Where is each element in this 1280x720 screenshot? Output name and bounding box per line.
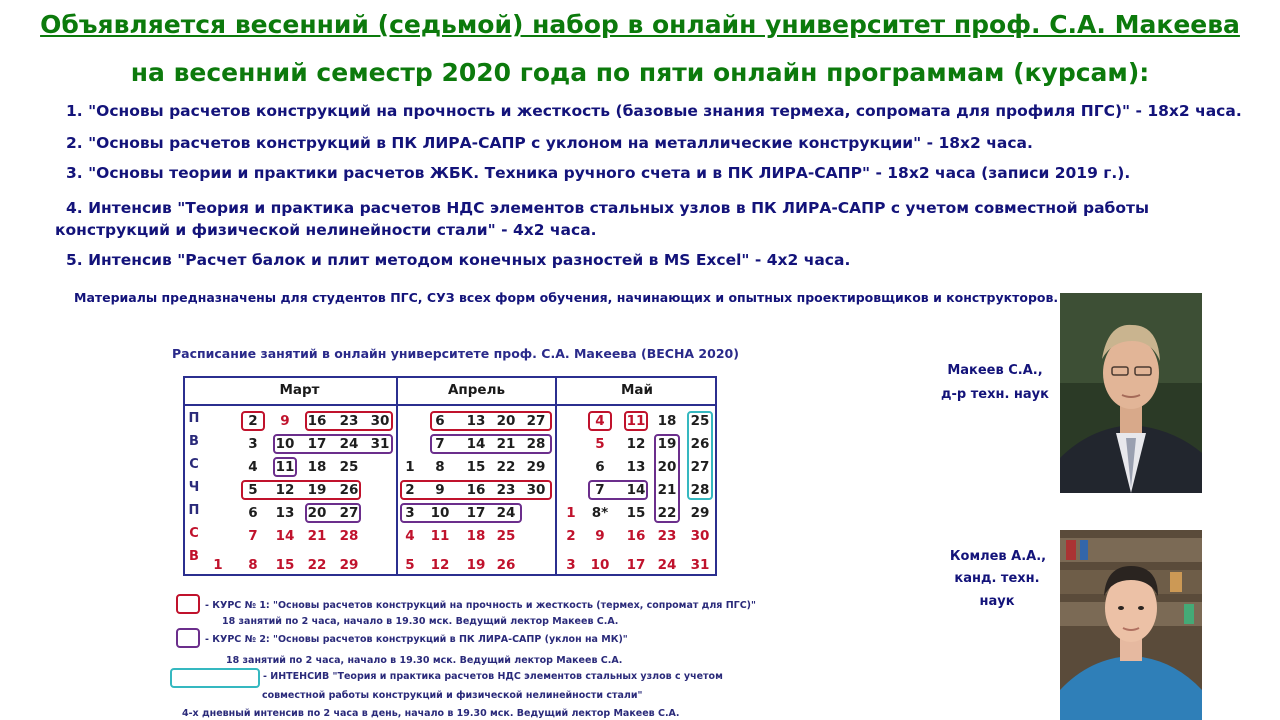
person-degree-komlev: канд. техн. — [954, 571, 1040, 586]
date-cell: 22 — [657, 505, 677, 521]
date-cell: 31 — [370, 436, 390, 452]
course1-marker — [624, 411, 648, 431]
date-cell: 12 — [626, 436, 646, 452]
intensive-marker — [687, 411, 713, 500]
date-cell: 9 — [435, 482, 445, 498]
person-name-komlev: Комлев А.А., — [949, 549, 1047, 564]
date-cell: 19 — [307, 482, 327, 498]
date-cell: 8* — [591, 505, 609, 521]
course-item-3: 3. "Основы теории и практики расчетов ЖБК. Техника ручного счета и в ПК ЛИРА-САПР" - 18х2 часа (записи 2019 г.). — [66, 164, 1131, 182]
date-cell: 17 — [466, 505, 486, 521]
intensive-legend-details: совместной работы конструкций и физической нелинейности стали" — [262, 690, 643, 701]
date-cell: 2 — [405, 482, 415, 498]
date-cell: 14 — [626, 482, 646, 498]
date-cell: 13 — [466, 413, 486, 429]
date-cell: 15 — [626, 505, 646, 521]
date-cell: 3 — [405, 505, 415, 521]
portrait-icon — [1060, 530, 1202, 720]
portrait-photo-makeev — [1060, 293, 1202, 493]
date-cell: 5 — [248, 482, 258, 498]
date-cell: 17 — [307, 436, 327, 452]
date-cell: 13 — [626, 459, 646, 475]
date-cell: 7 — [248, 528, 258, 544]
course-item-4: 4. Интенсив "Теория и практика расчетов НДС элементов стальных узлов в ПК ЛИРА-САПР с учетом совместной работы — [66, 199, 1150, 217]
date-cell: 6 — [248, 505, 258, 521]
date-cell: 19 — [657, 436, 677, 452]
date-cell: 9 — [595, 528, 605, 544]
date-cell: 4 — [595, 413, 605, 429]
course1-legend-details: 18 занятий по 2 часа, начало в 19.30 мск. Ведущий лектор Макеев С.А. — [222, 616, 619, 627]
course2-legend-swatch — [176, 628, 200, 648]
date-cell: 29 — [339, 557, 359, 573]
weekday-thu: Ч — [188, 480, 200, 495]
date-cell: 12 — [275, 482, 295, 498]
weekday-mon: П — [188, 411, 200, 426]
date-cell: 8 — [248, 557, 258, 573]
date-cell: 20 — [307, 505, 327, 521]
date-cell: 25 — [690, 413, 710, 429]
date-cell: 15 — [275, 557, 295, 573]
date-cell: 14 — [275, 528, 295, 544]
date-cell: 14 — [466, 436, 486, 452]
portrait-icon — [1060, 293, 1202, 493]
course2-marker — [588, 480, 648, 500]
course1-legend-swatch — [176, 594, 200, 614]
date-cell: 18 — [657, 413, 677, 429]
date-cell: 28 — [526, 436, 546, 452]
date-cell: 3 — [248, 436, 258, 452]
date-cell: 21 — [657, 482, 677, 498]
date-cell: 1 — [213, 557, 223, 573]
schedule-calendar — [183, 376, 717, 576]
weekday-tue: В — [189, 434, 199, 449]
course2-legend-text: - КУРС № 2: "Основы расчетов конструкций в ПК ЛИРА-САПР (уклон на МК)" — [205, 634, 628, 645]
intensive-legend-schedule: 4-х дневный интенсив по 2 часа в день, начало в 19.30 мск. Ведущий лектор Макеев С.А. — [182, 708, 680, 719]
date-cell: 20 — [496, 413, 516, 429]
date-cell: 1 — [566, 505, 576, 521]
date-cell: 24 — [657, 557, 677, 573]
date-cell: 7 — [595, 482, 605, 498]
course1-marker — [400, 480, 552, 500]
weekday-wed: С — [189, 457, 199, 472]
date-cell: 4 — [405, 528, 415, 544]
person-name-makeev: Макеев С.А., — [947, 363, 1043, 378]
date-cell: 1 — [405, 459, 415, 475]
date-cell: 10 — [275, 436, 295, 452]
date-cell: 2 — [566, 528, 576, 544]
audience-note: Материалы предназначены для студентов ПГС, СУЗ всех форм обучения, начинающих и опытных проектировщиков и конструкторов. — [74, 290, 1059, 305]
person-degree-makeev: д-р техн. наук — [941, 387, 1049, 402]
date-cell: 23 — [657, 528, 677, 544]
date-cell: 30 — [370, 413, 390, 429]
date-cell: 11 — [430, 528, 450, 544]
date-cell: 21 — [307, 528, 327, 544]
date-cell: 23 — [496, 482, 516, 498]
date-cell: 10 — [590, 557, 610, 573]
date-cell: 19 — [466, 557, 486, 573]
date-cell: 22 — [496, 459, 516, 475]
date-cell: 11 — [626, 413, 646, 429]
course-item-1: 1. "Основы расчетов конструкций на прочность и жесткость (базовые знания термеха, сопромата для профиля ПГС)" - 18х2 часа. — [66, 102, 1242, 120]
course1-marker — [241, 411, 265, 431]
header-divider — [185, 404, 715, 406]
date-cell: 27 — [690, 459, 710, 475]
date-cell: 6 — [595, 459, 605, 475]
course2-marker — [430, 434, 552, 454]
month-march: Март — [279, 382, 320, 398]
course2-marker — [400, 503, 522, 523]
course2-marker — [273, 457, 297, 477]
person-degree-komlev-2: наук — [979, 594, 1015, 609]
date-cell: 29 — [690, 505, 710, 521]
date-cell: 10 — [430, 505, 450, 521]
date-cell: 24 — [339, 436, 359, 452]
course1-marker — [430, 411, 552, 431]
date-cell: 27 — [526, 413, 546, 429]
course2-marker — [273, 434, 393, 454]
date-cell: 21 — [496, 436, 516, 452]
month-may: Май — [620, 382, 653, 398]
date-cell: 20 — [657, 459, 677, 475]
date-cell: 11 — [275, 459, 295, 475]
course1-marker — [241, 480, 361, 500]
date-cell: 28 — [339, 528, 359, 544]
course2-marker — [654, 434, 680, 523]
course1-marker — [305, 411, 393, 431]
date-cell: 22 — [307, 557, 327, 573]
date-cell: 5 — [405, 557, 415, 573]
schedule-title: Расписание занятий в онлайн университете проф. С.А. Макеева (ВЕСНА 2020) — [172, 346, 739, 361]
date-cell: 28 — [690, 482, 710, 498]
announcement-subtitle: на весенний семестр 2020 года по пяти онлайн программам (курсам): — [130, 58, 1150, 87]
date-cell: 5 — [595, 436, 605, 452]
date-cell: 24 — [496, 505, 516, 521]
date-cell: 17 — [626, 557, 646, 573]
month-april: Апрель — [447, 382, 506, 398]
date-cell: 18 — [307, 459, 327, 475]
weekday-fri: П — [188, 503, 200, 518]
date-cell: 16 — [626, 528, 646, 544]
date-cell: 15 — [466, 459, 486, 475]
date-cell: 31 — [690, 557, 710, 573]
date-cell: 6 — [435, 413, 445, 429]
date-cell: 26 — [690, 436, 710, 452]
weekday-sat: С — [189, 526, 199, 541]
date-cell: 9 — [280, 413, 290, 429]
date-cell: 27 — [339, 505, 359, 521]
date-cell: 30 — [690, 528, 710, 544]
course2-marker — [305, 503, 361, 523]
course-item-5: 5. Интенсив "Расчет балок и плит методом конечных разностей в MS Excel" - 4х2 часа. — [66, 251, 851, 269]
course1-marker — [588, 411, 612, 431]
date-cell: 16 — [466, 482, 486, 498]
portrait-photo-komlev — [1060, 530, 1202, 720]
course2-legend-details: 18 занятий по 2 часа, начало в 19.30 мск. Ведущий лектор Макеев С.А. — [226, 655, 623, 666]
course-item-2: 2. "Основы расчетов конструкций в ПК ЛИРА-САПР с уклоном на металлические конструкции" - 18х2 часа. — [66, 134, 1033, 152]
date-cell: 30 — [526, 482, 546, 498]
date-cell: 23 — [339, 413, 359, 429]
intensive-legend-text: - ИНТЕНСИВ "Теория и практика расчетов НДС элементов стальных узлов с учетом — [263, 671, 723, 682]
date-cell: 18 — [466, 528, 486, 544]
date-cell: 29 — [526, 459, 546, 475]
weekday-sun: В — [189, 549, 199, 564]
date-cell: 3 — [566, 557, 576, 573]
date-cell: 26 — [339, 482, 359, 498]
course-item-4-continued: конструкций и физической нелинейности стали" - 4х2 часа. — [55, 221, 597, 239]
announcement-title: Объявляется весенний (седьмой) набор в онлайн университет проф. С.А. Макеева — [40, 10, 1240, 39]
date-cell: 16 — [307, 413, 327, 429]
date-cell: 13 — [275, 505, 295, 521]
date-cell: 7 — [435, 436, 445, 452]
date-cell: 12 — [430, 557, 450, 573]
date-cell: 8 — [435, 459, 445, 475]
date-cell: 26 — [496, 557, 516, 573]
date-cell: 2 — [248, 413, 258, 429]
date-cell: 25 — [496, 528, 516, 544]
course1-legend-text: - КУРС № 1: "Основы расчетов конструкций на прочность и жесткость (термех, сопромат для ПГС)" — [205, 600, 756, 611]
date-cell: 4 — [248, 459, 258, 475]
date-cell: 25 — [339, 459, 359, 475]
intensive-legend-swatch — [170, 668, 260, 688]
